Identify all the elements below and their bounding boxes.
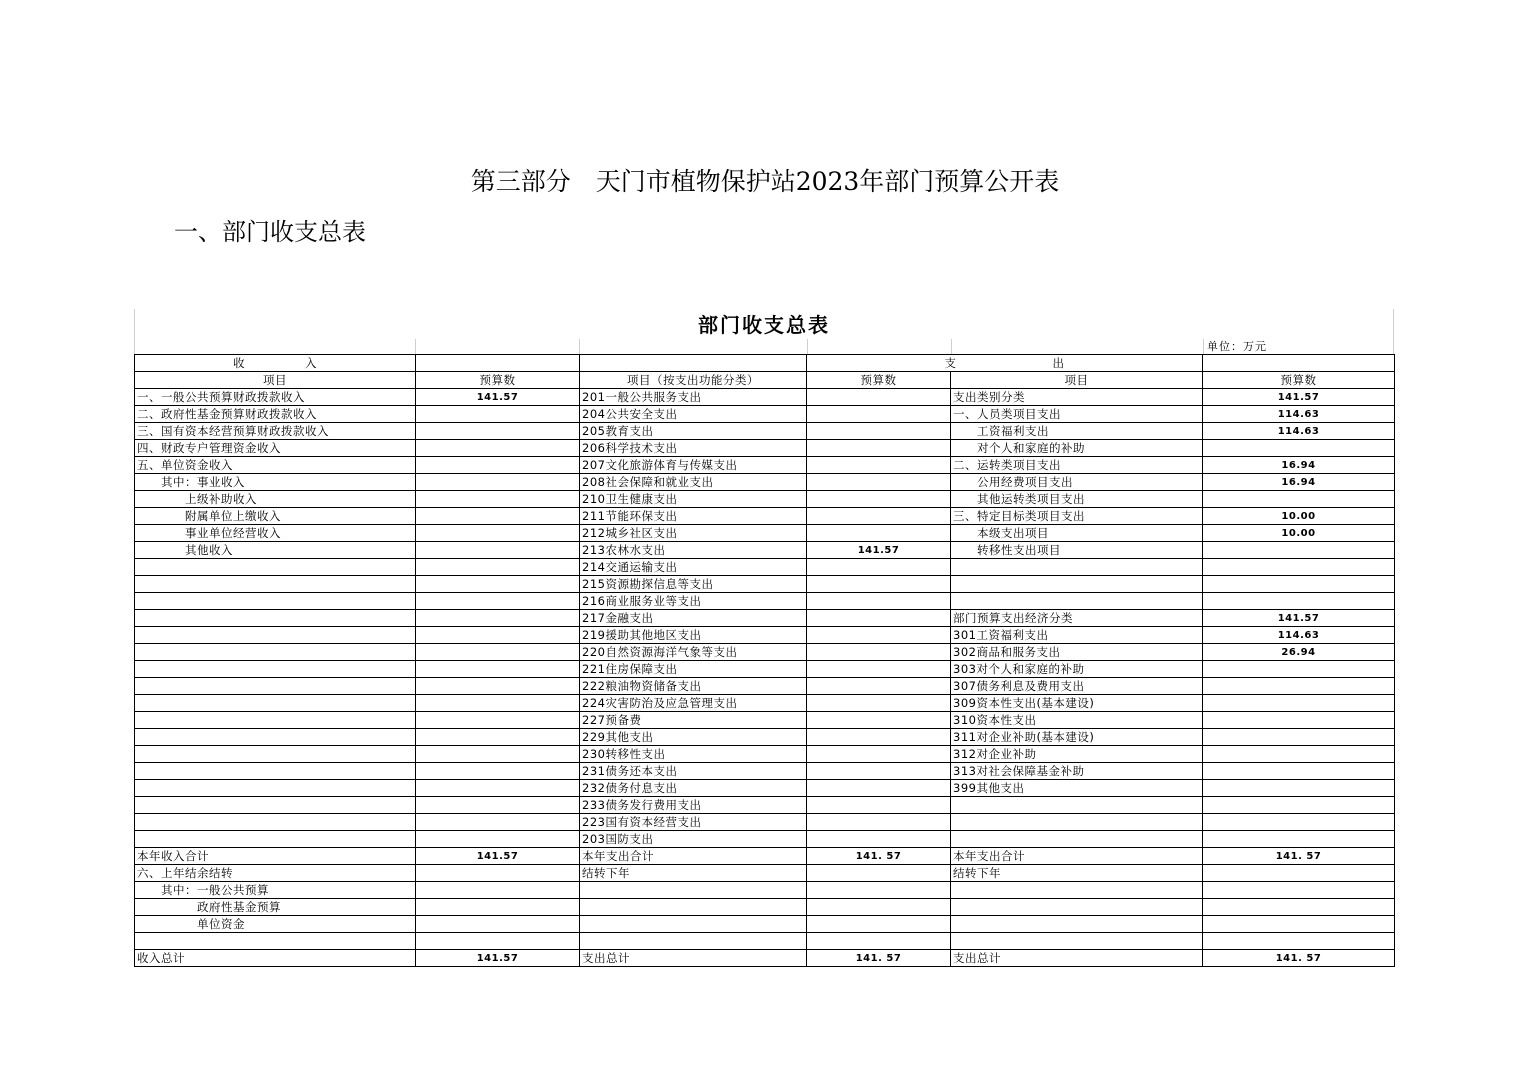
cat-budget-cell xyxy=(1203,882,1395,899)
income-budget-cell xyxy=(416,695,580,712)
func-item-cell: 223国有资本经营支出 xyxy=(580,814,807,831)
table-row xyxy=(135,644,1395,661)
income-budget-cell xyxy=(416,712,580,729)
income-item-cell xyxy=(135,695,416,712)
income-item-cell xyxy=(135,559,416,576)
func-item-cell: 结转下年 xyxy=(580,865,807,882)
income-item-cell: 一、一般公共预算财政拨款收入 xyxy=(135,389,416,406)
table-row xyxy=(135,950,1395,967)
func-budget-cell: 141. 57 xyxy=(807,950,951,967)
cat-item-cell xyxy=(951,814,1203,831)
col-header-func-item: 项目（按支出功能分类） xyxy=(580,372,807,389)
cat-budget-cell xyxy=(1203,542,1395,559)
func-budget-cell xyxy=(807,678,951,695)
table-row xyxy=(135,559,1395,576)
table-row xyxy=(135,763,1395,780)
func-budget-cell xyxy=(807,457,951,474)
table-row xyxy=(135,576,1395,593)
cat-item-cell: 399其他支出 xyxy=(951,780,1203,797)
cat-item-cell: 其他运转类项目支出 xyxy=(951,491,1203,508)
income-budget-cell xyxy=(416,576,580,593)
income-budget-cell xyxy=(416,831,580,848)
income-budget-cell: 141.57 xyxy=(416,389,580,406)
cat-item-cell: 对个人和家庭的补助 xyxy=(951,440,1203,457)
income-item-cell xyxy=(135,831,416,848)
cat-item-cell xyxy=(951,797,1203,814)
cat-budget-cell xyxy=(1203,559,1395,576)
income-item-cell: 单位资金 xyxy=(135,916,416,933)
income-budget-cell xyxy=(416,423,580,440)
cat-budget-cell: 114.63 xyxy=(1203,627,1395,644)
cat-budget-cell: 141.57 xyxy=(1203,610,1395,627)
income-item-cell: 其他收入 xyxy=(135,542,416,559)
col-header-cat-budget: 预算数 xyxy=(1203,372,1395,389)
table-row xyxy=(135,474,1395,491)
func-item-cell: 232债务付息支出 xyxy=(580,780,807,797)
cat-budget-cell: 10.00 xyxy=(1203,508,1395,525)
income-item-cell xyxy=(135,746,416,763)
cat-item-cell: 310资本性支出 xyxy=(951,712,1203,729)
cat-budget-cell xyxy=(1203,695,1395,712)
income-budget-cell xyxy=(416,865,580,882)
func-budget-cell xyxy=(807,661,951,678)
cat-item-cell: 支出类别分类 xyxy=(951,389,1203,406)
cat-item-cell xyxy=(951,559,1203,576)
table-row xyxy=(135,627,1395,644)
blank-header-cell xyxy=(580,355,807,372)
income-budget-cell xyxy=(416,729,580,746)
func-budget-cell xyxy=(807,389,951,406)
table-row xyxy=(135,712,1395,729)
table-row xyxy=(135,661,1395,678)
income-budget-cell: 141.57 xyxy=(416,950,580,967)
expense-group-header: 支 出 xyxy=(807,355,1203,372)
cat-item-cell xyxy=(951,899,1203,916)
table-row xyxy=(135,423,1395,440)
table-body xyxy=(135,389,1395,967)
income-budget-cell xyxy=(416,542,580,559)
income-item-cell: 附属单位上缴收入 xyxy=(135,508,416,525)
table-row xyxy=(135,865,1395,882)
cat-item-cell: 支出总计 xyxy=(951,950,1203,967)
func-item-cell: 211节能环保支出 xyxy=(580,508,807,525)
column-header-row xyxy=(135,372,1395,389)
func-budget-cell xyxy=(807,695,951,712)
income-item-cell xyxy=(135,814,416,831)
table-row xyxy=(135,899,1395,916)
cat-item-cell: 309资本性支出(基本建设) xyxy=(951,695,1203,712)
func-budget-cell xyxy=(807,610,951,627)
func-budget-cell xyxy=(807,423,951,440)
income-budget-cell xyxy=(416,814,580,831)
income-budget-cell xyxy=(416,491,580,508)
func-budget-cell xyxy=(807,797,951,814)
func-budget-cell xyxy=(807,780,951,797)
cat-budget-cell xyxy=(1203,797,1395,814)
func-budget-cell xyxy=(807,406,951,423)
col-header-income-budget: 预算数 xyxy=(416,372,580,389)
cat-budget-cell xyxy=(1203,491,1395,508)
cat-item-cell: 303对个人和家庭的补助 xyxy=(951,661,1203,678)
func-budget-cell xyxy=(807,559,951,576)
blank-header-cell xyxy=(1203,355,1395,372)
income-item-cell: 本年收入合计 xyxy=(135,848,416,865)
func-item-cell: 215资源勘探信息等支出 xyxy=(580,576,807,593)
cat-item-cell xyxy=(951,916,1203,933)
func-item-cell: 204公共安全支出 xyxy=(580,406,807,423)
func-item-cell: 205教育支出 xyxy=(580,423,807,440)
cat-budget-cell: 16.94 xyxy=(1203,474,1395,491)
income-budget-cell xyxy=(416,678,580,695)
cat-budget-cell xyxy=(1203,440,1395,457)
func-item-cell xyxy=(580,916,807,933)
func-item-cell: 206科学技术支出 xyxy=(580,440,807,457)
func-item-cell: 203国防支出 xyxy=(580,831,807,848)
cat-budget-cell xyxy=(1203,712,1395,729)
func-budget-cell: 141. 57 xyxy=(807,848,951,865)
func-budget-cell xyxy=(807,899,951,916)
cat-budget-cell xyxy=(1203,933,1395,950)
income-item-cell: 收入总计 xyxy=(135,950,416,967)
func-item-cell: 224灾害防治及应急管理支出 xyxy=(580,695,807,712)
cat-budget-cell xyxy=(1203,899,1395,916)
income-item-cell xyxy=(135,576,416,593)
cat-item-cell: 312对企业补助 xyxy=(951,746,1203,763)
table-row xyxy=(135,406,1395,423)
func-item-cell: 220自然资源海洋气象等支出 xyxy=(580,644,807,661)
cat-item-cell: 301工资福利支出 xyxy=(951,627,1203,644)
table-row xyxy=(135,695,1395,712)
cat-item-cell: 一、人员类项目支出 xyxy=(951,406,1203,423)
income-item-cell: 六、上年结余结转 xyxy=(135,865,416,882)
income-item-cell xyxy=(135,797,416,814)
income-budget-cell xyxy=(416,882,580,899)
income-budget-cell: 141.57 xyxy=(416,848,580,865)
func-item-cell: 217金融支出 xyxy=(580,610,807,627)
func-item-cell: 210卫生健康支出 xyxy=(580,491,807,508)
page-title: 第三部分 天门市植物保护站2023年部门预算公开表 xyxy=(470,167,1060,196)
cat-budget-cell xyxy=(1203,593,1395,610)
func-item-cell: 219援助其他地区支出 xyxy=(580,627,807,644)
cat-budget-cell xyxy=(1203,780,1395,797)
table-row xyxy=(135,814,1395,831)
cat-item-cell: 本年支出合计 xyxy=(951,848,1203,865)
cat-item-cell: 二、运转类项目支出 xyxy=(951,457,1203,474)
func-budget-cell xyxy=(807,814,951,831)
table-row xyxy=(135,780,1395,797)
income-budget-cell xyxy=(416,457,580,474)
income-item-cell xyxy=(135,763,416,780)
table-row xyxy=(135,729,1395,746)
func-item-cell: 支出总计 xyxy=(580,950,807,967)
func-budget-cell: 141.57 xyxy=(807,542,951,559)
income-item-cell xyxy=(135,678,416,695)
income-item-cell: 四、财政专户管理资金收入 xyxy=(135,440,416,457)
cat-item-cell: 313对社会保障基金补助 xyxy=(951,763,1203,780)
cat-budget-cell xyxy=(1203,916,1395,933)
func-budget-cell xyxy=(807,525,951,542)
table-row xyxy=(135,389,1395,406)
table-row xyxy=(135,916,1395,933)
col-header-income-item: 项目 xyxy=(135,372,416,389)
table-row xyxy=(135,797,1395,814)
sheet-title: 部门收支总表 xyxy=(134,309,1394,339)
func-item-cell xyxy=(580,899,807,916)
cat-item-cell: 转移性支出项目 xyxy=(951,542,1203,559)
table-row xyxy=(135,678,1395,695)
section-title: 一、部门收支总表 xyxy=(174,218,366,246)
table-row xyxy=(135,848,1395,865)
income-budget-cell xyxy=(416,593,580,610)
income-item-cell: 其中：事业收入 xyxy=(135,474,416,491)
func-budget-cell xyxy=(807,440,951,457)
func-item-cell: 231债务还本支出 xyxy=(580,763,807,780)
cat-budget-cell xyxy=(1203,831,1395,848)
cat-budget-cell: 141.57 xyxy=(1203,389,1395,406)
table-row xyxy=(135,831,1395,848)
func-budget-cell xyxy=(807,474,951,491)
table-row xyxy=(135,508,1395,525)
income-item-cell: 二、政府性基金预算财政拨款收入 xyxy=(135,406,416,423)
table-row xyxy=(135,933,1395,950)
func-budget-cell xyxy=(807,712,951,729)
table-row xyxy=(135,491,1395,508)
budget-table xyxy=(134,354,1395,967)
income-item-cell xyxy=(135,610,416,627)
cat-budget-cell xyxy=(1203,729,1395,746)
income-budget-cell xyxy=(416,474,580,491)
income-item-cell xyxy=(135,933,416,950)
cat-item-cell: 公用经费项目支出 xyxy=(951,474,1203,491)
func-item-cell: 221住房保障支出 xyxy=(580,661,807,678)
cat-budget-cell: 114.63 xyxy=(1203,406,1395,423)
cat-item-cell xyxy=(951,831,1203,848)
table-row xyxy=(135,610,1395,627)
cat-budget-cell xyxy=(1203,865,1395,882)
income-budget-cell xyxy=(416,644,580,661)
table-row xyxy=(135,525,1395,542)
income-budget-cell xyxy=(416,661,580,678)
func-budget-cell xyxy=(807,729,951,746)
func-budget-cell xyxy=(807,491,951,508)
func-item-cell: 233债务发行费用支出 xyxy=(580,797,807,814)
income-budget-cell xyxy=(416,916,580,933)
cat-budget-cell: 10.00 xyxy=(1203,525,1395,542)
cat-budget-cell: 26.94 xyxy=(1203,644,1395,661)
table-row xyxy=(135,882,1395,899)
func-budget-cell xyxy=(807,627,951,644)
unit-row xyxy=(134,339,1394,354)
func-item-cell xyxy=(580,882,807,899)
cat-budget-cell: 141. 57 xyxy=(1203,950,1395,967)
income-budget-cell xyxy=(416,559,580,576)
income-budget-cell xyxy=(416,440,580,457)
cat-budget-cell: 16.94 xyxy=(1203,457,1395,474)
table-row xyxy=(135,593,1395,610)
income-group-header: 收 入 xyxy=(135,355,416,372)
income-item-cell: 上级补助收入 xyxy=(135,491,416,508)
cat-item-cell: 307债务利息及费用支出 xyxy=(951,678,1203,695)
func-budget-cell xyxy=(807,746,951,763)
col-header-func-budget: 预算数 xyxy=(807,372,951,389)
func-budget-cell xyxy=(807,933,951,950)
income-item-cell xyxy=(135,712,416,729)
income-budget-cell xyxy=(416,763,580,780)
cat-item-cell: 311对企业补助(基本建设) xyxy=(951,729,1203,746)
col-header-cat-item: 项目 xyxy=(951,372,1203,389)
income-budget-cell xyxy=(416,627,580,644)
func-budget-cell xyxy=(807,593,951,610)
func-item-cell: 207文化旅游体育与传媒支出 xyxy=(580,457,807,474)
income-budget-cell xyxy=(416,508,580,525)
cat-budget-cell xyxy=(1203,763,1395,780)
cat-item-cell: 结转下年 xyxy=(951,865,1203,882)
func-item-cell: 212城乡社区支出 xyxy=(580,525,807,542)
func-budget-cell xyxy=(807,882,951,899)
income-item-cell xyxy=(135,729,416,746)
income-item-cell: 政府性基金预算 xyxy=(135,899,416,916)
table-row xyxy=(135,542,1395,559)
func-item-cell: 230转移性支出 xyxy=(580,746,807,763)
cat-item-cell: 本级支出项目 xyxy=(951,525,1203,542)
cat-item-cell: 三、特定目标类项目支出 xyxy=(951,508,1203,525)
func-item-cell: 229其他支出 xyxy=(580,729,807,746)
table-row xyxy=(135,746,1395,763)
income-item-cell: 其中：一般公共预算 xyxy=(135,882,416,899)
cat-item-cell xyxy=(951,933,1203,950)
income-budget-cell xyxy=(416,610,580,627)
income-budget-cell xyxy=(416,746,580,763)
budget-summary-sheet xyxy=(134,309,1394,967)
func-item-cell: 227预备费 xyxy=(580,712,807,729)
func-item-cell: 201一般公共服务支出 xyxy=(580,389,807,406)
cat-budget-cell: 141. 57 xyxy=(1203,848,1395,865)
func-item-cell: 213农林水支出 xyxy=(580,542,807,559)
income-budget-cell xyxy=(416,406,580,423)
unit-label: 单位：万元 xyxy=(1207,340,1267,353)
func-budget-cell xyxy=(807,508,951,525)
cat-item-cell xyxy=(951,882,1203,899)
cat-item-cell: 302商品和服务支出 xyxy=(951,644,1203,661)
income-item-cell xyxy=(135,644,416,661)
income-budget-cell xyxy=(416,525,580,542)
cat-budget-cell xyxy=(1203,576,1395,593)
cat-item-cell: 部门预算支出经济分类 xyxy=(951,610,1203,627)
group-header-row xyxy=(135,355,1395,372)
income-budget-cell xyxy=(416,933,580,950)
income-item-cell: 事业单位经营收入 xyxy=(135,525,416,542)
income-item-cell xyxy=(135,627,416,644)
income-budget-cell xyxy=(416,780,580,797)
cat-budget-cell: 114.63 xyxy=(1203,423,1395,440)
func-item-cell: 本年支出合计 xyxy=(580,848,807,865)
func-item-cell: 222粮油物资储备支出 xyxy=(580,678,807,695)
income-budget-cell xyxy=(416,797,580,814)
income-item-cell xyxy=(135,780,416,797)
func-item-cell xyxy=(580,933,807,950)
income-budget-cell xyxy=(416,899,580,916)
func-item-cell: 214交通运输支出 xyxy=(580,559,807,576)
func-budget-cell xyxy=(807,831,951,848)
func-budget-cell xyxy=(807,763,951,780)
func-item-cell: 216商业服务业等支出 xyxy=(580,593,807,610)
cat-budget-cell xyxy=(1203,661,1395,678)
income-item-cell: 五、单位资金收入 xyxy=(135,457,416,474)
income-item-cell xyxy=(135,661,416,678)
cat-budget-cell xyxy=(1203,678,1395,695)
table-row xyxy=(135,440,1395,457)
cat-item-cell xyxy=(951,593,1203,610)
cat-budget-cell xyxy=(1203,814,1395,831)
blank-header-cell xyxy=(416,355,580,372)
cat-item-cell: 工资福利支出 xyxy=(951,423,1203,440)
cat-item-cell xyxy=(951,576,1203,593)
func-budget-cell xyxy=(807,644,951,661)
func-budget-cell xyxy=(807,916,951,933)
cat-budget-cell xyxy=(1203,746,1395,763)
income-item-cell: 三、国有资本经营预算财政拨款收入 xyxy=(135,423,416,440)
func-item-cell: 208社会保障和就业支出 xyxy=(580,474,807,491)
income-item-cell xyxy=(135,593,416,610)
func-budget-cell xyxy=(807,576,951,593)
table-row xyxy=(135,457,1395,474)
func-budget-cell xyxy=(807,865,951,882)
